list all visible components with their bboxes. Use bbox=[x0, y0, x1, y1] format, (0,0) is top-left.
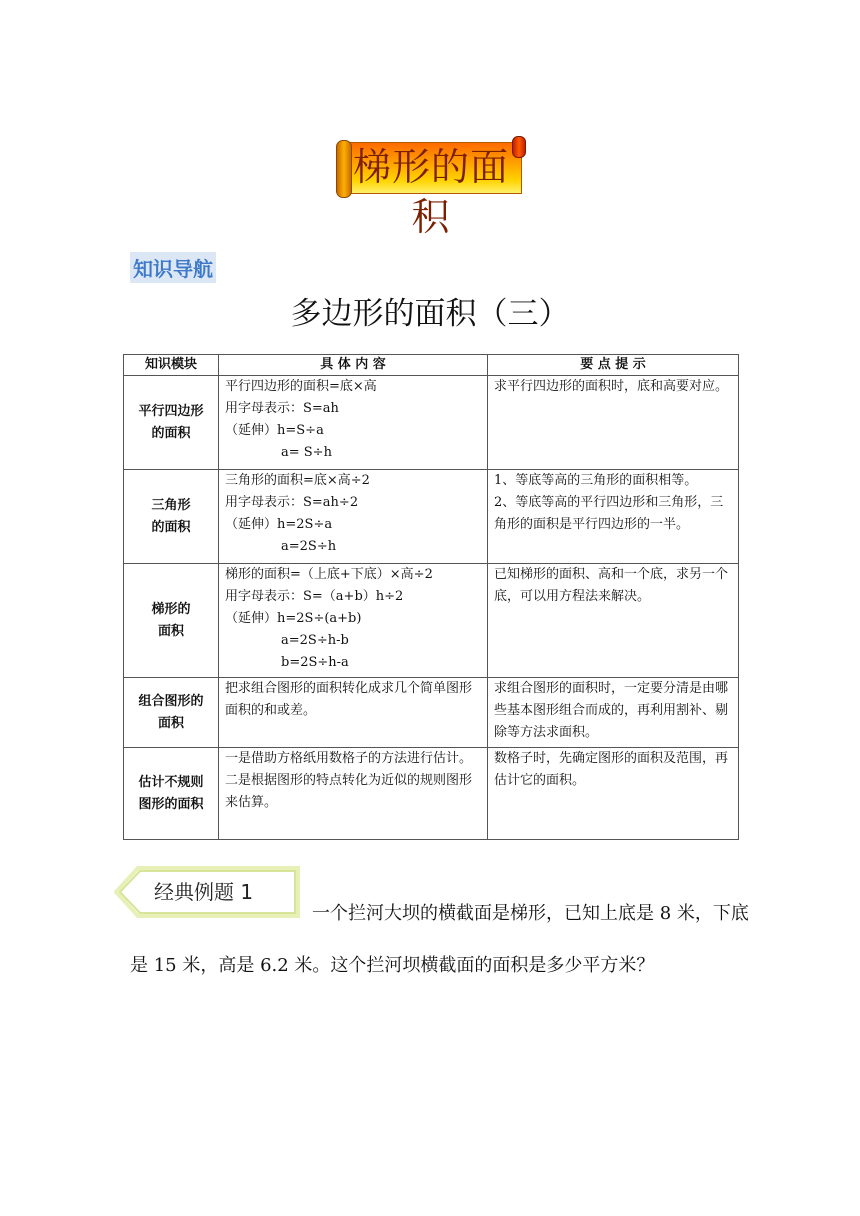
content-line: 三角形的面积=底×高÷2 bbox=[225, 473, 370, 488]
table-row bbox=[124, 470, 739, 564]
content-line: 用字母表示：S=（a+b）h÷2 bbox=[225, 589, 404, 604]
module-cell bbox=[124, 748, 219, 840]
module-cell bbox=[124, 470, 219, 564]
content-line: a=2S÷h bbox=[281, 539, 337, 554]
content-cell bbox=[219, 564, 488, 678]
module-name-line: 梯形的 bbox=[151, 601, 191, 617]
tip-line: 2、等底等高的平行四边形和三角形，三角形的面积是平行四边形的一半。 bbox=[494, 495, 724, 532]
module-name-line: 面积 bbox=[157, 715, 184, 731]
tip-cell: 求组合图形的面积时，一定要分清是由哪些基本图形组合而成的，再利用割补、剔除等方法求面积。 bbox=[488, 678, 739, 748]
content-cell bbox=[219, 748, 488, 840]
tip-line: 1、等底等高的三角形的面积相等。 bbox=[494, 473, 698, 488]
module-name-line: 的面积 bbox=[151, 519, 191, 535]
content-line: 二是根据图形的特点转化为近似的规则图形来估算。 bbox=[225, 773, 473, 810]
module-name-line: 组合图形的 bbox=[138, 693, 204, 709]
content-line: b=2S÷h-a bbox=[281, 655, 349, 670]
content-line: 用字母表示：S=ah bbox=[225, 401, 339, 416]
table-row bbox=[124, 376, 739, 470]
content-line: a=2S÷h-b bbox=[281, 633, 349, 648]
table-header-row bbox=[124, 355, 739, 376]
knowledge-table bbox=[123, 354, 739, 840]
module-cell bbox=[124, 564, 219, 678]
content-line: 用字母表示：S=ah÷2 bbox=[225, 495, 359, 510]
tip-cell: 求平行四边形的面积时，底和高要对应。 bbox=[488, 376, 739, 470]
tip-cell: 已知梯形的面积、高和一个底，求另一个底，可以用方程法来解决。 bbox=[488, 564, 739, 678]
header-tip: 要 点 提 示 bbox=[488, 355, 739, 376]
title-banner bbox=[336, 136, 526, 239]
content-cell bbox=[219, 470, 488, 564]
example-label-text: 经典例题 1 bbox=[154, 880, 254, 904]
content-line: 梯形的面积=（上底+下底）×高÷2 bbox=[225, 567, 433, 582]
tip-cell bbox=[488, 470, 739, 564]
tip-cell: 数格子时，先确定图形的面积及范围，再估计它的面积。 bbox=[488, 748, 739, 840]
content-line: （延伸）h=2S÷(a+b) bbox=[225, 611, 362, 626]
banner-title: 梯形的面积 bbox=[352, 145, 509, 239]
content-line: 一是借助方格纸用数格子的方法进行估计。 bbox=[225, 751, 473, 766]
module-name-line: 估计不规则 bbox=[138, 774, 204, 790]
module-name-line: 平行四边形 bbox=[138, 403, 204, 419]
module-name-line: 的面积 bbox=[151, 425, 191, 441]
example-problem: 一个拦河大坝的横截面是梯形，已知上底是 8 米，下底是 15 米，高是 6.2 米。这个拦河坝横截面的面积是多少平方米？ bbox=[130, 903, 749, 976]
table-row bbox=[124, 748, 739, 840]
header-module: 知识模块 bbox=[124, 355, 219, 376]
content-cell bbox=[219, 376, 488, 470]
table-row bbox=[124, 564, 739, 678]
module-name-line: 面积 bbox=[157, 623, 184, 639]
content-line: a= S÷h bbox=[281, 445, 332, 460]
module-name-line: 三角形 bbox=[151, 497, 191, 513]
module-cell bbox=[124, 376, 219, 470]
content-cell: 把求组合图形的面积转化成求几个简单图形面积的和或差。 bbox=[219, 678, 488, 748]
content-line: （延伸）h=S÷a bbox=[225, 423, 324, 438]
page-title: 多边形的面积（三） bbox=[290, 296, 570, 332]
module-name-line: 图形的面积 bbox=[138, 796, 204, 812]
section-tag: 知识导航 bbox=[130, 252, 216, 283]
content-line: （延伸）h=2S÷a bbox=[225, 517, 333, 532]
module-cell bbox=[124, 678, 219, 748]
content-line: 平行四边形的面积=底×高 bbox=[225, 379, 377, 394]
header-content: 具 体 内 容 bbox=[219, 355, 488, 376]
table-row bbox=[124, 678, 739, 748]
